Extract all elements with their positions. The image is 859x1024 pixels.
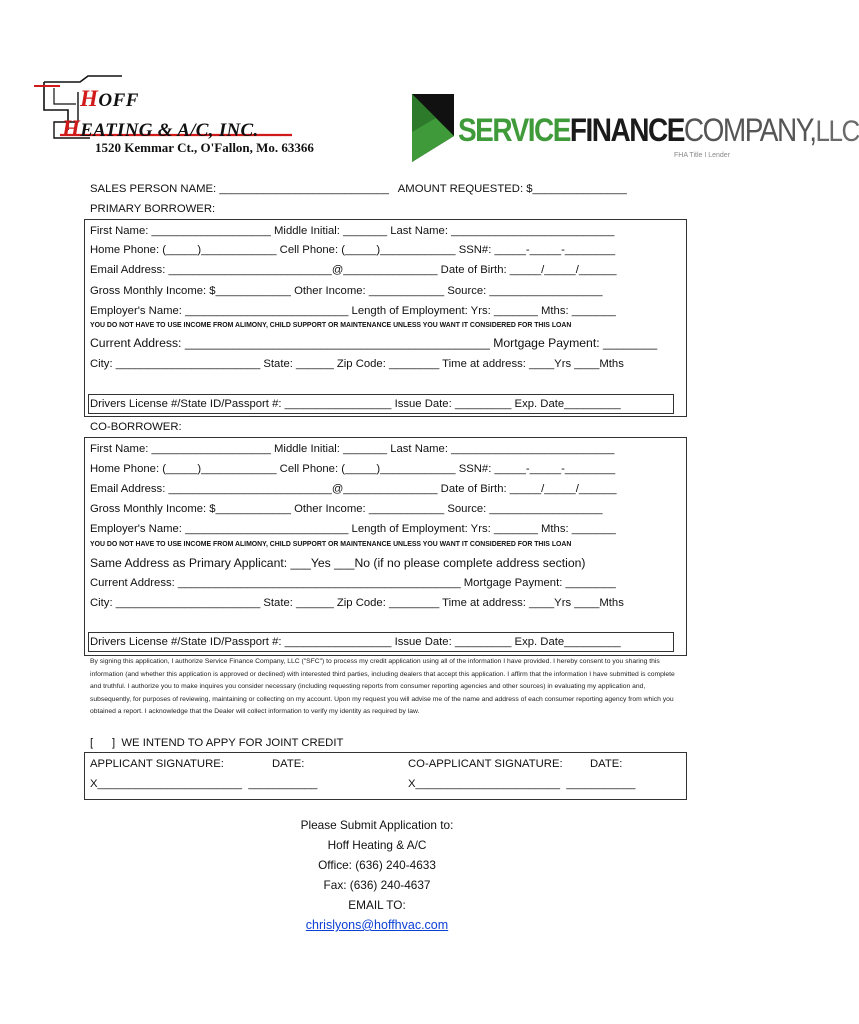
submit-email-link[interactable]: chrislyons@hoffhvac.com — [305, 918, 449, 932]
primary-borrower-label: PRIMARY BORROWER: — [90, 203, 216, 215]
submit-instructions — [200, 815, 554, 935]
co-borrower-label: CO-BORROWER: — [90, 421, 182, 433]
submit-fax: Fax: (636) 240-4637 — [323, 878, 431, 892]
primary-city-fields[interactable]: City: _______________________ State: ______ Zip Code: ________ Time at address: ____Yrs ____Mths — [90, 358, 624, 370]
primary-email-fields[interactable]: Email Address: __________________________@_______________ Date of Birth: _____/_____/______ — [90, 264, 617, 276]
primary-income-fields[interactable]: Gross Monthly Income: $____________ Other Income: ____________ Source: __________________ — [90, 285, 603, 297]
co-address-fields[interactable]: Current Address: _____________________________________________ Mortgage Payment: ________ — [90, 577, 616, 589]
co-applicant-signature-label: CO-APPLICANT SIGNATURE: — [408, 758, 563, 770]
co-applicant-signature-line[interactable]: X_______________________ ___________ — [408, 778, 636, 790]
submit-company: Hoff Heating & A/C — [327, 838, 427, 852]
primary-income-notice: YOU DO NOT HAVE TO USE INCOME FROM ALIMONY, CHILD SUPPORT OR MAINTENANCE UNLESS YOU WANT IT CONSIDERED FOR THIS LOAN — [90, 322, 572, 329]
hoff-heating-logo — [30, 72, 330, 156]
co-id-fields[interactable]: Drivers License #/State ID/Passport #: _________________ Issue Date: _________ Exp. Date_________ — [90, 636, 621, 648]
sfc-wordmark: SERVICEFINANCECOMPANY,LLC — [458, 112, 859, 148]
primary-phone-fields[interactable]: Home Phone: (_____)____________ Cell Phone: (_____)____________ SSN#: _____-_____-________ — [90, 244, 616, 256]
submit-office-phone: Office: (636) 240-4633 — [318, 858, 436, 872]
authorization-text: By signing this application, I authorize Service Finance Company, LLC ("SFC") to process my credit application using all of the information I have provided. I hereby consent to you sharing this information (and whether this application is approved or declined) with interested third parties, including dealers that accept this application. I affirm that the information I have submitted is complete and truthful. I authorize you to make inquires you consider necessary (including requesting reports from consumer reporting agencies and other sources) in evaluating my application and, subsequently, for purposes of reviewing, maintaining or collecting on my account. Upon my request you will advise me of the name and address of each consumer reporting agency from which you obtained a report. I acknowledge that the Dealer will collect information to verify my identity as required by law. — [90, 658, 675, 716]
co-income-fields[interactable]: Gross Monthly Income: $____________ Other Income: ____________ Source: __________________ — [90, 503, 603, 515]
co-name-fields[interactable]: First Name: ___________________ Middle Initial: _______ Last Name: __________________________ — [90, 443, 615, 455]
co-applicant-date-label: DATE: — [590, 758, 623, 770]
submit-email-label: EMAIL TO: — [348, 898, 406, 912]
hoff-logo-line2: HEATING & A/C, INC. — [62, 116, 259, 141]
hoff-address: 1520 Kemmar Ct., O'Fallon, Mo. 63366 — [95, 140, 314, 155]
primary-address-fields[interactable]: Current Address: _____________________________________________ Mortgage Payment: ________ — [90, 336, 658, 350]
applicant-signature-line[interactable]: X_______________________ ___________ — [90, 778, 318, 790]
sfc-logo-mark — [408, 92, 458, 167]
co-income-notice: YOU DO NOT HAVE TO USE INCOME FROM ALIMONY, CHILD SUPPORT OR MAINTENANCE UNLESS YOU WANT IT CONSIDERED FOR THIS LOAN — [90, 541, 572, 548]
co-employer-fields[interactable]: Employer's Name: __________________________ Length of Employment: Yrs: _______ Mths: _______ — [90, 523, 616, 535]
co-same-address-field[interactable]: Same Address as Primary Applicant: ___Yes ___No (if no please complete address section) — [90, 556, 586, 570]
primary-employer-fields[interactable]: Employer's Name: __________________________ Length of Employment: Yrs: _______ Mths: _______ — [90, 305, 616, 317]
service-finance-logo — [408, 92, 859, 167]
applicant-signature-label: APPLICANT SIGNATURE: — [90, 758, 224, 770]
sales-person-line[interactable]: SALES PERSON NAME: ___________________________ AMOUNT REQUESTED: $_______________ — [90, 183, 627, 195]
joint-credit-checkbox[interactable]: [ ] WE INTEND TO APPY FOR JOINT CREDIT — [90, 737, 344, 749]
submit-heading: Please Submit Application to: — [300, 818, 454, 832]
co-phone-fields[interactable]: Home Phone: (_____)____________ Cell Phone: (_____)____________ SSN#: _____-_____-________ — [90, 463, 616, 475]
sfc-tagline: FHA Title I Lender — [674, 152, 731, 159]
primary-name-fields[interactable]: First Name: ___________________ Middle Initial: _______ Last Name: __________________________ — [90, 225, 615, 237]
co-email-fields[interactable]: Email Address: __________________________@_______________ Date of Birth: _____/_____/______ — [90, 483, 617, 495]
hoff-logo-line1: HOFF — [80, 86, 139, 111]
co-city-fields[interactable]: City: _______________________ State: ______ Zip Code: ________ Time at address: ____Yrs ____Mths — [90, 597, 624, 609]
applicant-date-label: DATE: — [272, 758, 305, 770]
primary-id-fields[interactable]: Drivers License #/State ID/Passport #: _________________ Issue Date: _________ Exp. Date_________ — [90, 398, 621, 410]
